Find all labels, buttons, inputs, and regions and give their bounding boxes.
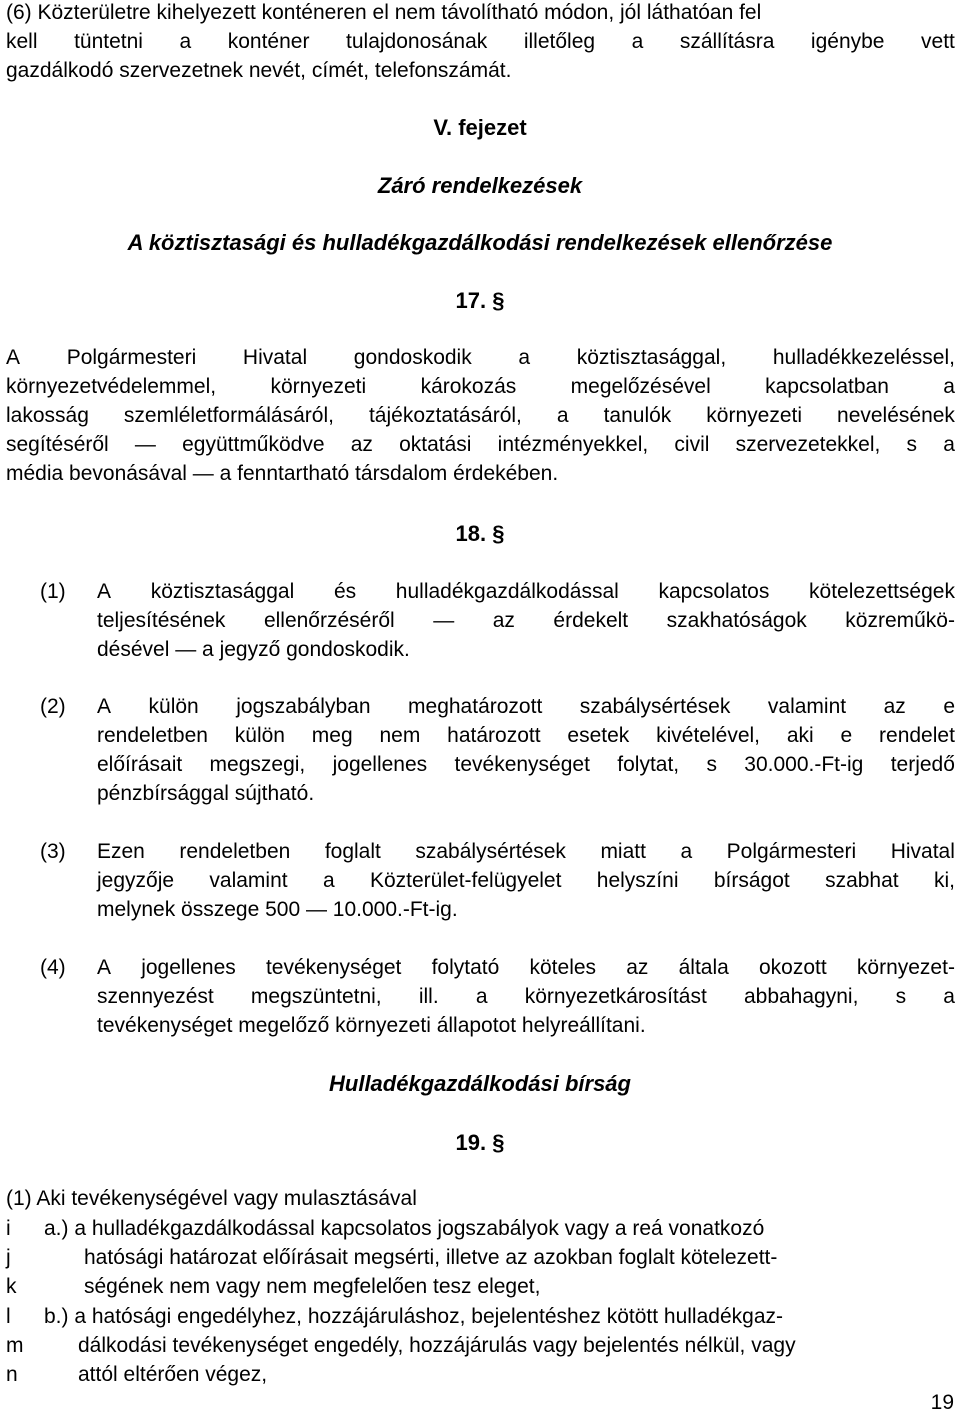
word: közreműkö-: [845, 609, 955, 632]
word: A: [97, 580, 112, 603]
word: együttműködve: [182, 433, 325, 456]
word: szabálysértések: [579, 695, 731, 718]
word: tanulók: [603, 404, 672, 427]
s18-item-2-label: (2): [40, 695, 66, 718]
word: a: [680, 840, 693, 863]
word: intézményekkel,: [497, 433, 649, 456]
word: a: [322, 869, 335, 892]
word: környezetvédelemmel,: [6, 375, 217, 398]
word: előírásait: [97, 753, 183, 776]
word: jogszabályban: [236, 695, 371, 718]
word: a: [631, 30, 644, 53]
s19-point-a-line-3: ségének nem vagy nem megfelelően tesz eleget,: [84, 1275, 541, 1298]
word: s: [895, 985, 907, 1008]
s18-item-3-label: (3): [40, 840, 66, 863]
word: jogellenes: [141, 956, 236, 979]
s17-line-5: média bevonásával — a fenntartható társdalom érdekében.: [6, 462, 559, 485]
word: és: [333, 580, 357, 603]
word: hulladékgazdálkodással: [395, 580, 619, 603]
margin-letter: m: [6, 1334, 24, 1357]
word: általa: [678, 956, 729, 979]
word: okozott: [759, 956, 827, 979]
s18-item-3-line-3: melynek összege 500 — 10.000.-Ft-ig.: [97, 898, 458, 921]
s17-line-3: [6, 401, 955, 430]
word: környezetkárosítást: [524, 985, 707, 1008]
s19-point-b-line-3: attól eltérően végez,: [78, 1363, 268, 1386]
word: lakosság: [6, 404, 89, 427]
s18-item-1-line-2: [97, 606, 955, 635]
word: terjedő: [890, 753, 955, 776]
word: A: [97, 956, 112, 979]
word: megszegi,: [209, 753, 306, 776]
word: valamint: [767, 695, 847, 718]
para6-line-2: [6, 27, 955, 56]
word: A: [97, 695, 112, 718]
word: kapcsolatos: [658, 580, 770, 603]
word: 30.000.-Ft-ig: [744, 753, 864, 776]
s18-item-2-line-3: [97, 750, 955, 779]
word: a: [943, 433, 955, 456]
word: Ezen: [97, 840, 145, 863]
word: rendelet: [879, 724, 955, 747]
margin-letter: n: [6, 1363, 18, 1386]
word: bírságot: [713, 869, 790, 892]
word: gondoskodik: [353, 346, 472, 369]
para6-line-3: gazdálkodó szervezetnek nevét, címét, telefonszámát.: [6, 59, 512, 82]
word: környezeti: [706, 404, 803, 427]
word: szakhatóságok: [666, 609, 807, 632]
s19-point-a-line-2: hatósági határozat előírásait megsérti, illetve az azokban foglalt kötelezett-: [84, 1246, 778, 1269]
word: külön: [234, 724, 285, 747]
word: segítéséről: [6, 433, 109, 456]
s18-item-1-line-3: désével — a jegyző gondoskodik.: [97, 638, 410, 661]
s18-item-3-line-1: [97, 837, 955, 866]
word: s: [706, 753, 717, 776]
word: szervezetekkel,: [735, 433, 881, 456]
s17-line-1: [6, 343, 955, 372]
word: köztisztasággal: [150, 580, 295, 603]
word: e: [943, 695, 955, 718]
word: tevékenységet: [454, 753, 590, 776]
word: tevékenységet: [265, 956, 402, 979]
word: vett: [921, 30, 955, 53]
word: határozott: [447, 724, 541, 747]
s18-item-4-line-1: [97, 953, 955, 982]
s17-line-2: [6, 372, 955, 401]
word: a: [943, 985, 955, 1008]
word: az: [626, 956, 649, 979]
word: a: [518, 346, 531, 369]
word: szabálysértések: [415, 840, 566, 863]
word: külön: [148, 695, 199, 718]
word: oktatási: [399, 433, 472, 456]
word: e: [840, 724, 853, 747]
word: szemléletformálásáról,: [123, 404, 334, 427]
word: érdekelt: [553, 609, 629, 632]
word: helyszíni: [596, 869, 679, 892]
word: valamint: [209, 869, 288, 892]
section-subtitle: A köztisztasági és hulladékgazdálkodási rendelkezések ellenőrzése: [127, 230, 833, 255]
word: foglalt: [324, 840, 381, 863]
word: köztisztasággal,: [576, 346, 727, 369]
fine-section-title: Hulladékgazdálkodási bírság: [329, 1071, 631, 1096]
word: nem: [379, 724, 421, 747]
word: környezet-: [856, 956, 955, 979]
word: ellenőrzéséről: [263, 609, 395, 632]
s19-point-a-line-1: a.) a hulladékgazdálkodással kapcsolatos jogszabályok vagy a reá vonatkozó: [44, 1217, 765, 1240]
word: teljesítésének: [97, 609, 226, 632]
section-18-heading: 18. §: [455, 521, 505, 546]
margin-letter: k: [6, 1275, 17, 1298]
word: folytat,: [617, 753, 680, 776]
section-19-heading: 19. §: [455, 1130, 505, 1155]
s19-point-b-line-1: b.) a hatósági engedélyhez, hozzájáruláshoz, bejelentéshez kötött hulladékgaz-: [44, 1305, 783, 1328]
word: konténer: [227, 30, 310, 53]
word: —: [134, 433, 156, 456]
word: az: [492, 609, 515, 632]
word: megelőzésével: [570, 375, 711, 398]
word: a: [475, 985, 488, 1008]
word: illetőleg: [523, 30, 596, 53]
s18-item-4-line-2: [97, 982, 955, 1011]
word: esetek: [567, 724, 630, 747]
word: A: [6, 346, 21, 369]
word: rendeletben: [179, 840, 291, 863]
word: az: [350, 433, 373, 456]
word: tájékoztatásáról,: [368, 404, 522, 427]
word: a: [179, 30, 192, 53]
s18-item-4-label: (4): [40, 956, 66, 979]
s17-line-4: [6, 430, 955, 459]
chapter-heading: V. fejezet: [433, 115, 527, 140]
word: Polgármesteri: [66, 346, 197, 369]
word: a: [943, 375, 955, 398]
word: folytató: [431, 956, 500, 979]
word: tulajdonosának: [346, 30, 488, 53]
margin-letter: l: [6, 1305, 11, 1328]
word: a: [556, 404, 569, 427]
s18-item-2-line-1: [97, 692, 955, 721]
s18-item-3-line-2: [97, 866, 955, 895]
s18-item-2-line-2: [97, 721, 955, 750]
word: jogellenes: [332, 753, 428, 776]
word: károkozás: [420, 375, 517, 398]
word: kötelezettségek: [809, 580, 955, 603]
page-number: 19: [930, 1391, 954, 1414]
margin-letter: j: [6, 1246, 11, 1269]
word: meghatározott: [408, 695, 543, 718]
word: meg: [311, 724, 353, 747]
word: köteles: [529, 956, 597, 979]
word: aki: [786, 724, 814, 747]
word: rendeletben: [97, 724, 208, 747]
word: ki,: [933, 869, 955, 892]
word: igénybe: [810, 30, 885, 53]
s18-item-2-line-4: pénzbírsággal sújtható.: [97, 782, 315, 805]
margin-letter: i: [6, 1217, 11, 1240]
word: tüntetni: [74, 30, 143, 53]
chapter-title: Záró rendelkezések: [377, 173, 583, 198]
s18-item-1-label: (1): [40, 580, 66, 603]
word: Közterület-felügyelet: [369, 869, 562, 892]
word: megszüntetni,: [250, 985, 382, 1008]
word: nevelésének: [837, 404, 955, 427]
word: civil: [674, 433, 710, 456]
word: szennyezést: [97, 985, 214, 1008]
para6-line-1: (6) Közterületre kihelyezett konténeren el nem távolítható módon, jól láthatóan fel: [6, 1, 762, 24]
word: Hivatal: [890, 840, 955, 863]
s19-point-b-line-2: dálkodási tevékenységet engedély, hozzájárulás vagy bejelentés nélkül, vagy: [78, 1334, 796, 1357]
word: kapcsolatban: [765, 375, 889, 398]
word: környezeti: [270, 375, 367, 398]
word: szabhat: [825, 869, 899, 892]
s18-item-4-line-3: tevékenységet megelőző környezeti állapotot helyreállítani.: [97, 1014, 646, 1037]
word: kivételével,: [656, 724, 760, 747]
word: szállításra: [679, 30, 775, 53]
word: abbahagyni,: [743, 985, 859, 1008]
word: Hivatal: [242, 346, 308, 369]
word: hulladékkezeléssel,: [772, 346, 955, 369]
word: Polgármesteri: [726, 840, 857, 863]
section-17-heading: 17. §: [455, 288, 505, 313]
s18-item-1-line-1: [97, 577, 955, 606]
word: jegyzője: [97, 869, 175, 892]
s19-intro: (1) Aki tevékenységével vagy mulasztásával: [6, 1187, 417, 1210]
word: —: [433, 609, 455, 632]
word: miatt: [600, 840, 646, 863]
word: az: [883, 695, 906, 718]
word: ill.: [418, 985, 439, 1008]
word: kell: [6, 30, 38, 53]
word: s: [906, 433, 918, 456]
